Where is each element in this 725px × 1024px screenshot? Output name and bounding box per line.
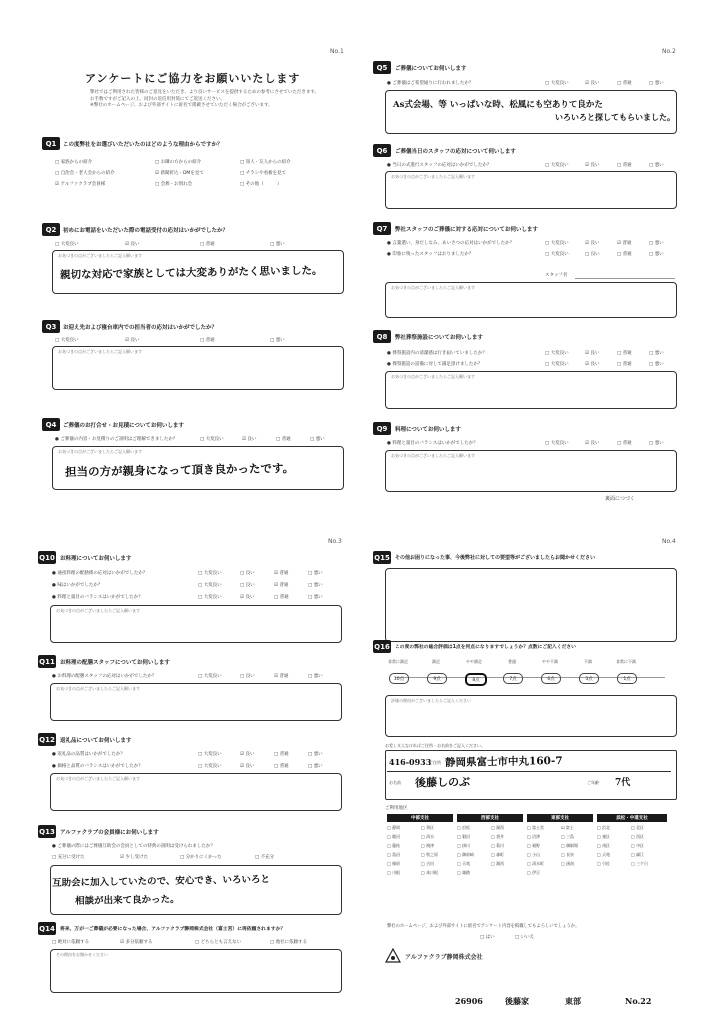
q7-box-hint: お気づきの点がございましたらご記入願います xyxy=(391,285,475,290)
name-label: お名前 xyxy=(389,780,401,785)
q16-scale-label: 不満 xyxy=(584,659,592,664)
q5-subquestion: ● ご葬儀はご希望通りに行われましたか？ xyxy=(387,81,474,86)
q1-option[interactable]: □ その他（ ） xyxy=(240,182,282,187)
q13-handwritten-answer-line-1: 互助会に加入していたので、安心でき、いろいろと xyxy=(51,874,271,889)
q4-option[interactable]: □ 悪い xyxy=(310,437,325,442)
q8-option[interactable]: □ 悪い xyxy=(649,351,664,356)
q12-subquestion-1: ● 返礼品の品質はいかがでしたか？ xyxy=(52,752,125,757)
q3-option[interactable]: □ 悪い xyxy=(270,338,285,343)
q12-option[interactable]: □ 悪い xyxy=(308,752,323,757)
q6-title: ご葬儀当日のスタッフの応対について伺いします xyxy=(395,149,516,155)
name-value: 後藤しのぶ xyxy=(414,775,471,790)
q2-handwritten-answer: 親切な対応で家族としては大変ありがたく思いました。 xyxy=(59,264,323,282)
region-item[interactable]: □ 御殿場 xyxy=(561,843,579,848)
region-header: 中部支社 xyxy=(387,814,453,822)
q16-score-pill-selected[interactable]: 8点 xyxy=(465,673,487,686)
address-line xyxy=(387,771,671,772)
q8-option[interactable]: □ 大変良い xyxy=(545,351,569,356)
page-title: アンケートにご協力をお願いいたします xyxy=(85,72,301,85)
q7-staff-line[interactable] xyxy=(575,278,675,279)
q10-subquestion-2: ● 味はいかがでしたか？ xyxy=(52,583,103,588)
footer-mark: No.22 xyxy=(625,996,652,1006)
q16-title: この度の弊社の総合評価は1点を何点になりますでしょうか？点数にご記入ください xyxy=(395,645,576,650)
q16-score-pill[interactable]: 7点 xyxy=(503,673,523,684)
address-label: ご住所 xyxy=(429,760,441,765)
publish-no[interactable]: □ いいえ xyxy=(515,935,535,940)
region-item[interactable]: □ 西区 xyxy=(631,834,645,839)
q11-option[interactable]: □ 大変良い xyxy=(198,674,222,679)
q1-title: この度弊社をお選びいただいたのはどのような理由からですか？ xyxy=(63,142,223,148)
q16-scale-label: 非常に満足 xyxy=(388,659,408,664)
region-item[interactable]: □ 御前崎 xyxy=(457,852,475,857)
q5-option[interactable]: □ 大変良い xyxy=(545,81,569,86)
q7-option[interactable]: □ 悪い xyxy=(649,252,664,257)
q16-scale-label: やや不満 xyxy=(542,659,558,664)
q10-option[interactable]: □ 悪い xyxy=(308,583,323,588)
q2-option[interactable]: □ 大変良い xyxy=(55,242,79,247)
region-item[interactable]: □ 吉田 xyxy=(421,861,435,866)
q13-subquestion: ● ご葬儀の際にはご葬儀互助会の会員としての特典の説明は受けられましたか？ xyxy=(52,844,215,849)
q8-option-checked[interactable]: ☑ 良い xyxy=(585,362,600,367)
q11-title: お料理の配膳スタッフについてお伺いします xyxy=(60,660,170,666)
q7-option[interactable]: □ 良い xyxy=(585,252,600,257)
q9-badge: Q9 xyxy=(373,422,391,435)
footer-mark: 26906 xyxy=(455,996,483,1006)
q5-badge: Q5 xyxy=(373,61,391,74)
q6-subquestion: ● 当日の式進行スタッフの応対はいかがでしたか？ xyxy=(387,163,492,168)
q14-option[interactable]: □ 絶対に依頼する xyxy=(52,940,90,945)
q16-score-pill[interactable]: 1点 xyxy=(617,673,637,684)
region-item[interactable]: □ 天竜 xyxy=(597,852,611,857)
q1-option-checked[interactable]: ☑ 新聞折込・DMを見て xyxy=(155,171,204,176)
region-item[interactable]: □ 清水町 xyxy=(527,861,545,866)
region-item[interactable]: □ 裾野 xyxy=(527,843,541,848)
q12-box-hint: お気づきの点がございましたらご記入願います xyxy=(56,776,140,781)
intro-text: 弊社ではご利用された皆様のご意見をいただき、より良いサービスを提供するための参考にさせていただきます。 お手数ですがご記入の上、同封の返信用封筒にてご返送ください。 ※弊社のホームページ、および外部サイトに匿名で掲載させていただく場合がございます。 xyxy=(90,90,319,108)
q2-box-hint: お気づきの点がございましたらご記入願います xyxy=(58,253,142,258)
q7-option[interactable]: □ 悪い xyxy=(649,241,664,246)
q3-title: お迎え先および寝台車内での担当者の応対はいかがでしたか？ xyxy=(63,325,218,331)
region-item[interactable]: □ 清水 xyxy=(421,834,435,839)
q8-subquestion-2: ● 葬祭施設の設備に対して満足頂けましたか？ xyxy=(387,362,483,367)
q10-option[interactable]: □ 大変良い xyxy=(198,571,222,576)
q16-badge: Q16 xyxy=(373,640,391,653)
region-item[interactable]: □ 雄踏 xyxy=(457,870,471,875)
q10-subquestion-1: ● 通夜料理の配膳係の応対はいかがでしたか？ xyxy=(52,571,148,576)
region-item[interactable]: □ 函南 xyxy=(561,861,575,866)
page-number: No.4 xyxy=(662,538,676,545)
region-item[interactable]: □ 沼津 xyxy=(527,834,541,839)
q8-option[interactable]: □ 大変良い xyxy=(545,362,569,367)
q16-score-pill[interactable]: 6点 xyxy=(541,673,561,684)
q9-option[interactable]: □ 普通 xyxy=(617,441,632,446)
region-item[interactable]: ☑ 富士 xyxy=(561,825,574,830)
region-title: ご利用地区 xyxy=(385,806,408,811)
page-3 xyxy=(30,535,350,1005)
q1-option[interactable]: □ お隣の方からの紹介 xyxy=(155,160,202,165)
q7-option[interactable]: □ 大変良い xyxy=(545,252,569,257)
q4-option-checked[interactable]: ☑ 良い xyxy=(242,437,257,442)
q10-option[interactable]: □ 大変良い xyxy=(198,583,222,588)
region-item[interactable]: □ 掛川 xyxy=(457,843,471,848)
q10-option[interactable]: □ 良い xyxy=(240,583,255,588)
region-item[interactable]: □ 三島 xyxy=(561,834,575,839)
q6-option-checked[interactable]: ☑ 良い xyxy=(585,163,600,168)
region-item[interactable]: □ 榛原 xyxy=(387,861,401,866)
q16-scale-label: 普通 xyxy=(508,659,516,664)
q7-title: 弊社スタッフのご葬儀に対する応対についてお伺いします xyxy=(395,227,538,233)
region-item[interactable]: □ 北区 xyxy=(631,825,645,830)
q14-option[interactable]: □ どちらとも言えない xyxy=(195,940,242,945)
q13-option-checked[interactable]: ☑ 少し受けた xyxy=(120,855,148,860)
q13-option[interactable]: □ 不充分 xyxy=(255,855,275,860)
region-item[interactable]: □ 天竜 xyxy=(457,861,471,866)
region-item[interactable]: □ 三ケ日 xyxy=(631,861,649,866)
q16-scale-label: 非常に不満 xyxy=(616,659,636,664)
q1-option[interactable]: □ 知人・友人からの紹介 xyxy=(240,160,291,165)
region-item[interactable]: □ 伊豆 xyxy=(527,870,541,875)
q8-option[interactable]: □ 普通 xyxy=(617,351,632,356)
q10-subquestion-3: ● 料理と量目のバランスはいかがでしたか？ xyxy=(52,595,143,600)
q10-option[interactable]: □ 良い xyxy=(240,571,255,576)
region-header: 東部支社 xyxy=(527,814,593,822)
region-header: 浜松・中遠支社 xyxy=(597,814,667,822)
q10-option[interactable]: □ 普通 xyxy=(274,595,289,600)
page-1 xyxy=(30,40,350,510)
q13-option[interactable]: □ 分かりにくかった xyxy=(180,855,222,860)
q16-scale-label: 満足 xyxy=(432,659,440,664)
q9-title: 料理についてお伺いします xyxy=(395,427,461,433)
page-number: No.3 xyxy=(328,538,342,545)
q5-option[interactable]: □ 悪い xyxy=(649,81,664,86)
region-item[interactable]: □ 牧之原 xyxy=(421,852,439,857)
q12-subquestion-2: ● 価格と品質のバランスはいかがでしたか？ xyxy=(52,764,143,769)
q4-handwritten-answer: 担当の方が親身になって頂き良かったです。 xyxy=(64,461,295,479)
q8-option[interactable]: □ 普通 xyxy=(617,362,632,367)
q10-title: お料理についてお伺いします xyxy=(60,556,132,562)
q5-handwritten-answer-line-1: As式会場、等 いっぱいな時、松風にも空ありて良かた xyxy=(393,100,603,110)
age-label: ご年齢 xyxy=(587,780,599,785)
region-item[interactable]: □ 引佐 xyxy=(597,861,611,866)
q11-option[interactable]: □ 良い xyxy=(240,674,255,679)
q10-option[interactable]: □ 悪い xyxy=(308,595,323,600)
region-item[interactable]: □ 藤枝 xyxy=(387,843,401,848)
q3-box-hint: お気づきの点がございましたらご記入願います xyxy=(58,349,142,354)
q7-subquestion-2: ● 印象に残ったスタッフはおりましたか？ xyxy=(387,252,474,257)
q11-subquestion: ● お料理の配膳スタッフの応対はいかがでしたか？ xyxy=(52,674,157,679)
footer-mark: 東部 xyxy=(565,996,581,1006)
region-item[interactable]: □ 細江 xyxy=(631,852,645,857)
q7-badge: Q7 xyxy=(373,222,391,235)
q16-score-pill[interactable]: 9点 xyxy=(427,673,447,684)
q9-option-checked[interactable]: ☑ 良い xyxy=(585,441,600,446)
q14-option-checked[interactable]: ☑ 多分依頼する xyxy=(120,940,153,945)
q2-badge: Q2 xyxy=(42,223,60,236)
q9-subquestion: ● 料理と量目のバランスはいかがでしたか？ xyxy=(387,441,478,446)
q1-badge: Q1 xyxy=(42,137,60,150)
q4-badge: Q4 xyxy=(42,418,60,431)
q1-option[interactable]: □ 会葬・お別れ会 xyxy=(155,182,193,187)
region-item[interactable]: □ 浜北 xyxy=(597,825,611,830)
publish-yes[interactable]: □ はい xyxy=(480,935,495,940)
company-logo-icon xyxy=(385,948,401,968)
q4-option[interactable]: □ 普通 xyxy=(276,437,291,442)
q11-box-hint: お気づきの点がございましたらご記入願います xyxy=(56,686,140,691)
q12-option[interactable]: □ 大変良い xyxy=(198,764,222,769)
q7-option[interactable]: □ 普通 xyxy=(617,252,632,257)
q14-option[interactable]: □ 他社に依頼する xyxy=(270,940,308,945)
q9-option[interactable]: □ 悪い xyxy=(649,441,664,446)
q1-option-checked[interactable]: ☑ アルファクラブ会員様 xyxy=(55,182,106,187)
q12-option-checked[interactable]: ☑ 良い xyxy=(240,764,255,769)
q1-option[interactable]: □ 家族からの紹介 xyxy=(55,160,93,165)
q3-option[interactable]: □ 大変良い xyxy=(55,338,79,343)
q10-option-checked[interactable]: ☑ 良い xyxy=(240,595,255,600)
q14-box-hint: その理由をお聞かせください xyxy=(56,952,108,957)
q12-option[interactable]: □ 普通 xyxy=(274,764,289,769)
region-item[interactable]: □ 小山 xyxy=(527,852,541,857)
q6-option[interactable]: □ 普通 xyxy=(617,163,632,168)
q9-option[interactable]: □ 大変良い xyxy=(545,441,569,446)
q2-title: 初めにお電話をいただいた際の電話受付の応対はいかがでしたか？ xyxy=(63,228,229,234)
q8-badge: Q8 xyxy=(373,330,391,343)
region-item[interactable]: □ 島田 xyxy=(387,852,401,857)
region-item[interactable]: □ 南区 xyxy=(597,843,611,848)
q12-option[interactable]: □ 普通 xyxy=(274,752,289,757)
q7-option-checked[interactable]: ☑ 普通 xyxy=(617,241,632,246)
region-item[interactable]: □ 富士宮 xyxy=(527,825,545,830)
continue-note: 裏面につづく xyxy=(605,496,635,502)
q2-option[interactable]: □ 悪い xyxy=(270,242,285,247)
q12-option-checked[interactable]: ☑ 良い xyxy=(240,752,255,757)
page-number: No.1 xyxy=(330,48,344,55)
q7-option-checked[interactable]: ☑ 良い xyxy=(585,241,600,246)
q13-title: アルファクラブの会員様にお伺いします xyxy=(60,830,159,836)
q6-box-hint: お気づきの点がございましたらご記入願います xyxy=(391,174,475,179)
q16-score-pill[interactable]: 10点 xyxy=(389,673,409,684)
q2-option-checked[interactable]: ☑ 良い xyxy=(125,242,140,247)
region-item[interactable]: □ 湖西 xyxy=(491,861,505,866)
region-item[interactable]: □ 葵区 xyxy=(421,825,435,830)
q14-title: 将来、万が一ご葬儀が必要になった場合、アルファクラブ静岡株式会社（富士宮）に再依頼されますか？ xyxy=(60,927,286,932)
q1-option[interactable]: □ チラシや看板を見て xyxy=(240,171,287,176)
region-item[interactable]: □ 袋井 xyxy=(491,834,505,839)
q3-option[interactable]: □ 普通 xyxy=(200,338,215,343)
q7-staff-label: スタッフ名 xyxy=(545,273,568,278)
q10-box-hint: お気づきの点がございましたらご記入願います xyxy=(56,608,140,613)
q5-option[interactable]: □ 普通 xyxy=(617,81,632,86)
q5-title: ご葬儀についてお伺いします xyxy=(395,66,467,72)
q10-option[interactable]: □ 悪い xyxy=(308,571,323,576)
page-4 xyxy=(365,535,685,1005)
q11-option-checked[interactable]: ☑ 普通 xyxy=(274,674,289,679)
q16-score-pill[interactable]: 3点 xyxy=(579,673,599,684)
region-item[interactable]: □ 浜松 xyxy=(457,825,471,830)
q8-title: 弊社葬祭施設についてお伺いします xyxy=(395,335,483,341)
q8-subquestion-1: ● 葬祭施設内の清潔感は行き届いていましたか？ xyxy=(387,351,487,356)
region-item[interactable]: □ 焼津 xyxy=(421,843,435,848)
page-number: No.2 xyxy=(662,48,676,55)
q6-option[interactable]: □ 大変良い xyxy=(545,163,569,168)
q8-option[interactable]: □ 悪い xyxy=(649,362,664,367)
q3-badge: Q3 xyxy=(42,320,60,333)
q4-title: ご葬儀のお打合せ・お見積についてお伺いします xyxy=(63,423,184,429)
q15-badge: Q15 xyxy=(373,551,391,564)
q6-badge: Q6 xyxy=(373,144,391,157)
q10-option[interactable]: □ 大変良い xyxy=(198,595,222,600)
page-2 xyxy=(365,40,685,510)
q13-option[interactable]: □ 充分に受けた xyxy=(52,855,85,860)
q15-title: その他お困りになった事、今後弊社に対しての要望等がございましたらお聞かせください xyxy=(395,555,596,561)
region-item[interactable]: □ 磐田 xyxy=(457,834,471,839)
region-item[interactable]: □ 森町 xyxy=(491,852,505,857)
q13-badge: Q13 xyxy=(38,825,56,838)
q12-option[interactable]: □ 大変良い xyxy=(198,752,222,757)
q11-badge: Q11 xyxy=(38,655,56,668)
region-header: 西部支社 xyxy=(457,814,523,822)
q13-handwritten-answer-line-2: 相談が出来て良かった。 xyxy=(74,894,180,907)
q10-option-checked[interactable]: ☑ 普通 xyxy=(274,583,289,588)
region-item[interactable]: □ 長泉 xyxy=(561,852,575,857)
footer-mark: 後藤家 xyxy=(505,996,529,1006)
q6-option[interactable]: □ 悪い xyxy=(649,163,664,168)
q4-option[interactable]: □ 大変良い xyxy=(200,437,224,442)
address-note: お差し支えなければご住所・お名前をご記入ください。 xyxy=(385,743,485,748)
q16-scale-label: やや満足 xyxy=(466,659,482,664)
age-value: 7代 xyxy=(615,778,631,788)
q1-option[interactable]: □ 自治会・老人会からの紹介 xyxy=(55,171,115,176)
q7-option[interactable]: □ 大変良い xyxy=(545,241,569,246)
q12-badge: Q12 xyxy=(38,733,56,746)
region-item[interactable]: □ 湖西 xyxy=(491,825,505,830)
address-value: 静岡県富士市中丸160-7 xyxy=(444,754,563,770)
q12-option[interactable]: □ 悪い xyxy=(308,764,323,769)
q10-badge: Q10 xyxy=(38,551,56,564)
q3-option-checked[interactable]: ☑ 良い xyxy=(125,338,140,343)
q8-option-checked[interactable]: ☑ 良い xyxy=(585,351,600,356)
region-item[interactable]: □ 本川根 xyxy=(421,870,439,875)
q12-title: 返礼品についてお伺いします xyxy=(60,738,132,744)
q16-box-hint: 評価の理由がございましたらご記入ください xyxy=(391,698,471,703)
region-item[interactable]: □ 菊川 xyxy=(491,843,505,848)
company-name: アルファクラブ静岡株式会社 xyxy=(405,954,483,961)
publish-question: 弊社のホームページ、および外部サイトに匿名でアンケート内容を掲載してもよろしいでしょうか。 xyxy=(387,924,580,929)
q4-box-hint: お気づきの点がございましたらご記入願います xyxy=(58,449,142,454)
region-item[interactable]: □ 中区 xyxy=(631,843,645,848)
region-item[interactable]: □ 静岡 xyxy=(387,825,401,830)
region-item[interactable]: □ 東区 xyxy=(597,834,611,839)
postal-code: 416-0933 xyxy=(389,757,432,767)
q5-handwritten-answer-line-2: いろいろと探してもらいました。 xyxy=(555,112,675,122)
q11-option[interactable]: □ 悪い xyxy=(308,674,323,679)
q2-option[interactable]: □ 普通 xyxy=(200,242,215,247)
q5-option-checked[interactable]: ☑ 良い xyxy=(585,81,600,86)
region-item[interactable]: □ 駿河 xyxy=(387,834,401,839)
q14-badge: Q14 xyxy=(38,922,56,935)
q10-option-checked[interactable]: ☑ 普通 xyxy=(274,571,289,576)
q4-subquestion: ● ご葬儀の内容・お見積りのご説明はご理解できましたか？ xyxy=(55,437,178,442)
q15-comment-box[interactable] xyxy=(385,568,677,642)
q9-box-hint: お気づきの点がございましたらご記入願います xyxy=(391,453,475,458)
q7-subquestion-1: ● 言葉遣い、身だしなみ、あいさつの応対はいかがでしたか？ xyxy=(387,241,515,246)
q8-box-hint: お気づきの点がございましたらご記入願います xyxy=(391,374,475,379)
region-item[interactable]: □ 川根 xyxy=(387,870,401,875)
